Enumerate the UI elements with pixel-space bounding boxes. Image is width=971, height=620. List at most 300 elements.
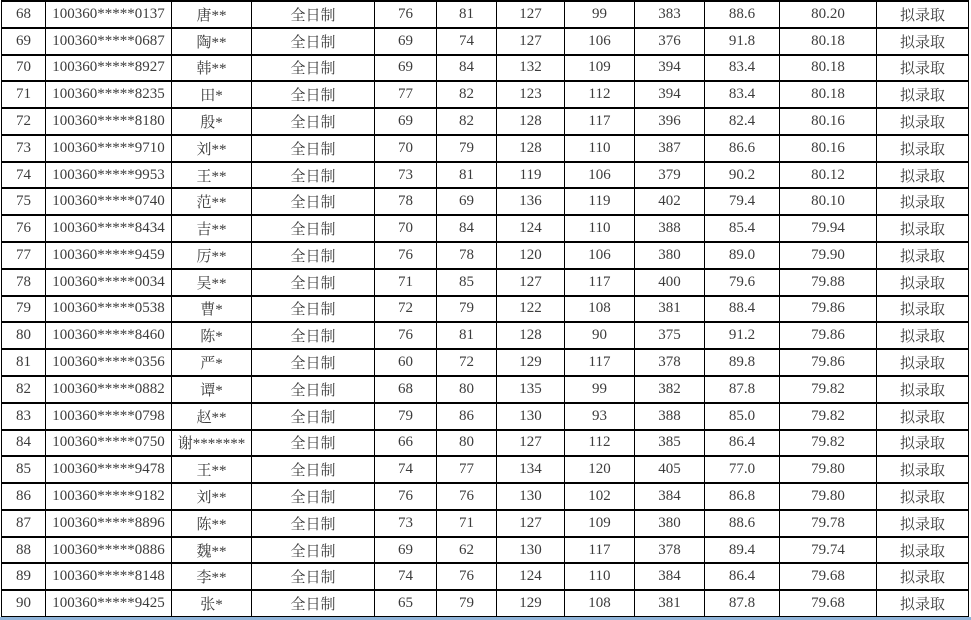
score-3-cell: 122 xyxy=(497,296,565,323)
score-3-cell: 135 xyxy=(497,376,565,403)
study-mode-cell: 全日制 xyxy=(252,215,375,242)
score-3-cell: 132 xyxy=(497,55,565,82)
table-row xyxy=(2,1,969,28)
score-3-cell: 134 xyxy=(497,456,565,483)
score-3-cell: 127 xyxy=(497,269,565,296)
admission-status-cell: 拟录取 xyxy=(877,28,969,55)
total-score-cell: 405 xyxy=(635,456,705,483)
admission-status-cell: 拟录取 xyxy=(877,269,969,296)
candidate-name-cell: 陈** xyxy=(172,510,252,537)
retest-score-cell: 88.6 xyxy=(705,1,780,28)
candidate-name-cell: 魏** xyxy=(172,537,252,564)
score-3-cell: 136 xyxy=(497,188,565,215)
candidate-name-cell: 王** xyxy=(172,456,252,483)
study-mode-cell: 全日制 xyxy=(252,269,375,296)
final-score-cell: 79.86 xyxy=(780,296,877,323)
score-2-cell: 80 xyxy=(437,376,497,403)
total-score-cell: 378 xyxy=(635,349,705,376)
final-score-cell: 80.16 xyxy=(780,108,877,135)
score-4-cell: 117 xyxy=(565,269,635,296)
study-mode-cell: 全日制 xyxy=(252,162,375,189)
admission-status-cell: 拟录取 xyxy=(877,510,969,537)
study-mode-cell: 全日制 xyxy=(252,242,375,269)
score-4-cell: 117 xyxy=(565,349,635,376)
candidate-id-cell: 100360*****8896 xyxy=(46,510,172,537)
final-score-cell: 80.16 xyxy=(780,135,877,162)
candidate-name-cell: 田* xyxy=(172,81,252,108)
table-row xyxy=(2,510,969,537)
admission-status-cell: 拟录取 xyxy=(877,349,969,376)
table-row xyxy=(2,81,969,108)
score-3-cell: 128 xyxy=(497,135,565,162)
final-score-cell: 79.68 xyxy=(780,590,877,617)
score-1-cell: 74 xyxy=(375,563,437,590)
score-4-cell: 108 xyxy=(565,296,635,323)
table-row xyxy=(2,215,969,242)
candidate-id-cell: 100360*****0687 xyxy=(46,28,172,55)
row-number-cell: 69 xyxy=(2,28,46,55)
score-3-cell: 119 xyxy=(497,162,565,189)
candidate-name-cell: 吴** xyxy=(172,269,252,296)
candidate-id-cell: 100360*****0538 xyxy=(46,296,172,323)
admission-status-cell: 拟录取 xyxy=(877,215,969,242)
candidate-name-cell: 李** xyxy=(172,563,252,590)
final-score-cell: 80.12 xyxy=(780,162,877,189)
final-score-cell: 79.68 xyxy=(780,563,877,590)
total-score-cell: 383 xyxy=(635,1,705,28)
score-4-cell: 99 xyxy=(565,376,635,403)
score-2-cell: 80 xyxy=(437,430,497,457)
retest-score-cell: 86.8 xyxy=(705,483,780,510)
table-row xyxy=(2,242,969,269)
score-2-cell: 79 xyxy=(437,590,497,617)
row-number-cell: 87 xyxy=(2,510,46,537)
final-score-cell: 80.18 xyxy=(780,28,877,55)
retest-score-cell: 90.2 xyxy=(705,162,780,189)
retest-score-cell: 86.6 xyxy=(705,135,780,162)
candidate-name-cell: 谭* xyxy=(172,376,252,403)
admission-table-body xyxy=(2,1,969,617)
score-1-cell: 72 xyxy=(375,296,437,323)
final-score-cell: 79.88 xyxy=(780,269,877,296)
score-1-cell: 78 xyxy=(375,188,437,215)
score-1-cell: 71 xyxy=(375,269,437,296)
row-number-cell: 71 xyxy=(2,81,46,108)
table-row xyxy=(2,483,969,510)
admission-status-cell: 拟录取 xyxy=(877,456,969,483)
candidate-id-cell: 100360*****8148 xyxy=(46,563,172,590)
admission-status-cell: 拟录取 xyxy=(877,162,969,189)
table-row xyxy=(2,188,969,215)
score-4-cell: 117 xyxy=(565,537,635,564)
total-score-cell: 394 xyxy=(635,55,705,82)
study-mode-cell: 全日制 xyxy=(252,376,375,403)
candidate-name-cell: 刘** xyxy=(172,483,252,510)
candidate-id-cell: 100360*****0882 xyxy=(46,376,172,403)
table-row xyxy=(2,403,969,430)
score-4-cell: 90 xyxy=(565,322,635,349)
candidate-name-cell: 赵** xyxy=(172,403,252,430)
score-2-cell: 81 xyxy=(437,162,497,189)
candidate-name-cell: 严* xyxy=(172,349,252,376)
candidate-id-cell: 100360*****9478 xyxy=(46,456,172,483)
final-score-cell: 79.82 xyxy=(780,376,877,403)
study-mode-cell: 全日制 xyxy=(252,563,375,590)
total-score-cell: 385 xyxy=(635,430,705,457)
total-score-cell: 394 xyxy=(635,81,705,108)
score-2-cell: 79 xyxy=(437,135,497,162)
table-row xyxy=(2,456,969,483)
candidate-name-cell: 殷* xyxy=(172,108,252,135)
total-score-cell: 388 xyxy=(635,403,705,430)
candidate-id-cell: 100360*****0750 xyxy=(46,430,172,457)
study-mode-cell: 全日制 xyxy=(252,537,375,564)
candidate-id-cell: 100360*****0798 xyxy=(46,403,172,430)
score-4-cell: 109 xyxy=(565,510,635,537)
score-2-cell: 86 xyxy=(437,403,497,430)
candidate-name-cell: 韩** xyxy=(172,55,252,82)
row-number-cell: 74 xyxy=(2,162,46,189)
table-row xyxy=(2,269,969,296)
total-score-cell: 381 xyxy=(635,590,705,617)
table-row xyxy=(2,55,969,82)
candidate-id-cell: 100360*****0740 xyxy=(46,188,172,215)
total-score-cell: 400 xyxy=(635,269,705,296)
score-1-cell: 60 xyxy=(375,349,437,376)
retest-score-cell: 82.4 xyxy=(705,108,780,135)
score-2-cell: 82 xyxy=(437,108,497,135)
retest-score-cell: 91.2 xyxy=(705,322,780,349)
score-3-cell: 127 xyxy=(497,510,565,537)
candidate-id-cell: 100360*****9953 xyxy=(46,162,172,189)
study-mode-cell: 全日制 xyxy=(252,135,375,162)
total-score-cell: 380 xyxy=(635,242,705,269)
score-3-cell: 130 xyxy=(497,403,565,430)
score-2-cell: 74 xyxy=(437,28,497,55)
row-number-cell: 82 xyxy=(2,376,46,403)
score-1-cell: 69 xyxy=(375,537,437,564)
retest-score-cell: 79.6 xyxy=(705,269,780,296)
score-3-cell: 127 xyxy=(497,430,565,457)
row-number-cell: 79 xyxy=(2,296,46,323)
candidate-name-cell: 王** xyxy=(172,162,252,189)
score-4-cell: 106 xyxy=(565,28,635,55)
admission-status-cell: 拟录取 xyxy=(877,403,969,430)
row-number-cell: 85 xyxy=(2,456,46,483)
table-row xyxy=(2,376,969,403)
candidate-id-cell: 100360*****0137 xyxy=(46,1,172,28)
row-number-cell: 76 xyxy=(2,215,46,242)
final-score-cell: 80.10 xyxy=(780,188,877,215)
row-number-cell: 84 xyxy=(2,430,46,457)
total-score-cell: 375 xyxy=(635,322,705,349)
score-3-cell: 127 xyxy=(497,1,565,28)
retest-score-cell: 83.4 xyxy=(705,55,780,82)
study-mode-cell: 全日制 xyxy=(252,81,375,108)
table-row xyxy=(2,430,969,457)
final-score-cell: 80.18 xyxy=(780,81,877,108)
table-row xyxy=(2,108,969,135)
score-2-cell: 79 xyxy=(437,296,497,323)
score-3-cell: 128 xyxy=(497,322,565,349)
candidate-id-cell: 100360*****8235 xyxy=(46,81,172,108)
candidate-id-cell: 100360*****9182 xyxy=(46,483,172,510)
table-row xyxy=(2,590,969,617)
score-4-cell: 106 xyxy=(565,162,635,189)
row-number-cell: 83 xyxy=(2,403,46,430)
score-1-cell: 69 xyxy=(375,55,437,82)
admission-table xyxy=(1,0,969,618)
candidate-id-cell: 100360*****0886 xyxy=(46,537,172,564)
row-number-cell: 90 xyxy=(2,590,46,617)
score-4-cell: 110 xyxy=(565,215,635,242)
retest-score-cell: 89.8 xyxy=(705,349,780,376)
candidate-name-cell: 厉** xyxy=(172,242,252,269)
retest-score-cell: 89.0 xyxy=(705,242,780,269)
final-score-cell: 79.90 xyxy=(780,242,877,269)
admission-status-cell: 拟录取 xyxy=(877,483,969,510)
study-mode-cell: 全日制 xyxy=(252,510,375,537)
score-2-cell: 76 xyxy=(437,483,497,510)
row-number-cell: 73 xyxy=(2,135,46,162)
score-4-cell: 110 xyxy=(565,135,635,162)
admission-status-cell: 拟录取 xyxy=(877,1,969,28)
admission-status-cell: 拟录取 xyxy=(877,537,969,564)
total-score-cell: 396 xyxy=(635,108,705,135)
table-row xyxy=(2,537,969,564)
score-1-cell: 65 xyxy=(375,590,437,617)
candidate-id-cell: 100360*****8434 xyxy=(46,215,172,242)
candidate-name-cell: 唐** xyxy=(172,1,252,28)
score-3-cell: 129 xyxy=(497,590,565,617)
score-2-cell: 71 xyxy=(437,510,497,537)
total-score-cell: 379 xyxy=(635,162,705,189)
candidate-id-cell: 100360*****9459 xyxy=(46,242,172,269)
table-row xyxy=(2,28,969,55)
candidate-name-cell: 范** xyxy=(172,188,252,215)
score-1-cell: 70 xyxy=(375,135,437,162)
candidate-name-cell: 陶** xyxy=(172,28,252,55)
admission-status-cell: 拟录取 xyxy=(877,188,969,215)
row-number-cell: 81 xyxy=(2,349,46,376)
score-3-cell: 124 xyxy=(497,215,565,242)
score-1-cell: 74 xyxy=(375,456,437,483)
row-number-cell: 75 xyxy=(2,188,46,215)
score-3-cell: 130 xyxy=(497,537,565,564)
table-row xyxy=(2,349,969,376)
candidate-id-cell: 100360*****8927 xyxy=(46,55,172,82)
retest-score-cell: 86.4 xyxy=(705,563,780,590)
score-4-cell: 93 xyxy=(565,403,635,430)
table-row xyxy=(2,296,969,323)
candidate-id-cell: 100360*****9425 xyxy=(46,590,172,617)
total-score-cell: 382 xyxy=(635,376,705,403)
score-2-cell: 62 xyxy=(437,537,497,564)
study-mode-cell: 全日制 xyxy=(252,430,375,457)
candidate-name-cell: 刘** xyxy=(172,135,252,162)
total-score-cell: 387 xyxy=(635,135,705,162)
score-1-cell: 73 xyxy=(375,510,437,537)
score-4-cell: 99 xyxy=(565,1,635,28)
score-1-cell: 79 xyxy=(375,403,437,430)
score-3-cell: 120 xyxy=(497,242,565,269)
admission-status-cell: 拟录取 xyxy=(877,108,969,135)
study-mode-cell: 全日制 xyxy=(252,296,375,323)
score-1-cell: 76 xyxy=(375,322,437,349)
candidate-name-cell: 吉** xyxy=(172,215,252,242)
score-4-cell: 110 xyxy=(565,563,635,590)
final-score-cell: 79.82 xyxy=(780,430,877,457)
final-score-cell: 79.80 xyxy=(780,456,877,483)
retest-score-cell: 83.4 xyxy=(705,81,780,108)
score-4-cell: 119 xyxy=(565,188,635,215)
admission-status-cell: 拟录取 xyxy=(877,322,969,349)
retest-score-cell: 91.8 xyxy=(705,28,780,55)
row-number-cell: 80 xyxy=(2,322,46,349)
score-2-cell: 69 xyxy=(437,188,497,215)
row-number-cell: 78 xyxy=(2,269,46,296)
score-4-cell: 108 xyxy=(565,590,635,617)
retest-score-cell: 89.4 xyxy=(705,537,780,564)
score-3-cell: 129 xyxy=(497,349,565,376)
study-mode-cell: 全日制 xyxy=(252,55,375,82)
score-4-cell: 106 xyxy=(565,242,635,269)
score-1-cell: 69 xyxy=(375,28,437,55)
row-number-cell: 77 xyxy=(2,242,46,269)
score-2-cell: 81 xyxy=(437,1,497,28)
score-4-cell: 117 xyxy=(565,108,635,135)
score-2-cell: 85 xyxy=(437,269,497,296)
table-row xyxy=(2,162,969,189)
score-1-cell: 76 xyxy=(375,242,437,269)
score-2-cell: 84 xyxy=(437,215,497,242)
score-2-cell: 72 xyxy=(437,349,497,376)
admission-status-cell: 拟录取 xyxy=(877,563,969,590)
table-row xyxy=(2,322,969,349)
final-score-cell: 79.94 xyxy=(780,215,877,242)
admission-status-cell: 拟录取 xyxy=(877,135,969,162)
admission-status-cell: 拟录取 xyxy=(877,430,969,457)
row-number-cell: 70 xyxy=(2,55,46,82)
candidate-id-cell: 100360*****8460 xyxy=(46,322,172,349)
row-number-cell: 88 xyxy=(2,537,46,564)
study-mode-cell: 全日制 xyxy=(252,28,375,55)
admission-status-cell: 拟录取 xyxy=(877,296,969,323)
row-number-cell: 68 xyxy=(2,1,46,28)
admission-status-cell: 拟录取 xyxy=(877,590,969,617)
score-4-cell: 112 xyxy=(565,430,635,457)
score-1-cell: 66 xyxy=(375,430,437,457)
total-score-cell: 380 xyxy=(635,510,705,537)
score-2-cell: 82 xyxy=(437,81,497,108)
final-score-cell: 79.86 xyxy=(780,322,877,349)
study-mode-cell: 全日制 xyxy=(252,590,375,617)
retest-score-cell: 87.8 xyxy=(705,590,780,617)
score-2-cell: 81 xyxy=(437,322,497,349)
retest-score-cell: 85.4 xyxy=(705,215,780,242)
retest-score-cell: 88.4 xyxy=(705,296,780,323)
admission-status-cell: 拟录取 xyxy=(877,242,969,269)
score-3-cell: 127 xyxy=(497,28,565,55)
candidate-name-cell: 张* xyxy=(172,590,252,617)
score-3-cell: 130 xyxy=(497,483,565,510)
retest-score-cell: 87.8 xyxy=(705,376,780,403)
row-number-cell: 86 xyxy=(2,483,46,510)
score-1-cell: 76 xyxy=(375,1,437,28)
score-1-cell: 73 xyxy=(375,162,437,189)
score-2-cell: 78 xyxy=(437,242,497,269)
admission-status-cell: 拟录取 xyxy=(877,376,969,403)
candidate-id-cell: 100360*****0034 xyxy=(46,269,172,296)
score-2-cell: 76 xyxy=(437,563,497,590)
admission-status-cell: 拟录取 xyxy=(877,81,969,108)
final-score-cell: 80.20 xyxy=(780,1,877,28)
score-3-cell: 123 xyxy=(497,81,565,108)
final-score-cell: 79.74 xyxy=(780,537,877,564)
score-3-cell: 128 xyxy=(497,108,565,135)
retest-score-cell: 85.0 xyxy=(705,403,780,430)
study-mode-cell: 全日制 xyxy=(252,349,375,376)
score-4-cell: 102 xyxy=(565,483,635,510)
candidate-name-cell: 谢******* xyxy=(172,430,252,457)
final-score-cell: 80.18 xyxy=(780,55,877,82)
final-score-cell: 79.78 xyxy=(780,510,877,537)
admission-status-cell: 拟录取 xyxy=(877,55,969,82)
score-4-cell: 112 xyxy=(565,81,635,108)
table-row xyxy=(2,135,969,162)
score-1-cell: 77 xyxy=(375,81,437,108)
table-row xyxy=(2,563,969,590)
score-2-cell: 77 xyxy=(437,456,497,483)
candidate-name-cell: 曹* xyxy=(172,296,252,323)
retest-score-cell: 79.4 xyxy=(705,188,780,215)
study-mode-cell: 全日制 xyxy=(252,403,375,430)
study-mode-cell: 全日制 xyxy=(252,456,375,483)
total-score-cell: 384 xyxy=(635,483,705,510)
study-mode-cell: 全日制 xyxy=(252,188,375,215)
total-score-cell: 402 xyxy=(635,188,705,215)
final-score-cell: 79.82 xyxy=(780,403,877,430)
study-mode-cell: 全日制 xyxy=(252,322,375,349)
candidate-id-cell: 100360*****8180 xyxy=(46,108,172,135)
study-mode-cell: 全日制 xyxy=(252,1,375,28)
score-1-cell: 68 xyxy=(375,376,437,403)
retest-score-cell: 88.6 xyxy=(705,510,780,537)
final-score-cell: 79.86 xyxy=(780,349,877,376)
score-2-cell: 84 xyxy=(437,55,497,82)
score-3-cell: 124 xyxy=(497,563,565,590)
study-mode-cell: 全日制 xyxy=(252,108,375,135)
score-4-cell: 120 xyxy=(565,456,635,483)
final-score-cell: 79.80 xyxy=(780,483,877,510)
row-number-cell: 72 xyxy=(2,108,46,135)
total-score-cell: 388 xyxy=(635,215,705,242)
total-score-cell: 376 xyxy=(635,28,705,55)
study-mode-cell: 全日制 xyxy=(252,483,375,510)
retest-score-cell: 86.4 xyxy=(705,430,780,457)
score-1-cell: 76 xyxy=(375,483,437,510)
candidate-name-cell: 陈* xyxy=(172,322,252,349)
total-score-cell: 378 xyxy=(635,537,705,564)
total-score-cell: 384 xyxy=(635,563,705,590)
retest-score-cell: 77.0 xyxy=(705,456,780,483)
row-number-cell: 89 xyxy=(2,563,46,590)
score-1-cell: 70 xyxy=(375,215,437,242)
candidate-id-cell: 100360*****9710 xyxy=(46,135,172,162)
candidate-id-cell: 100360*****0356 xyxy=(46,349,172,376)
score-1-cell: 69 xyxy=(375,108,437,135)
total-score-cell: 381 xyxy=(635,296,705,323)
